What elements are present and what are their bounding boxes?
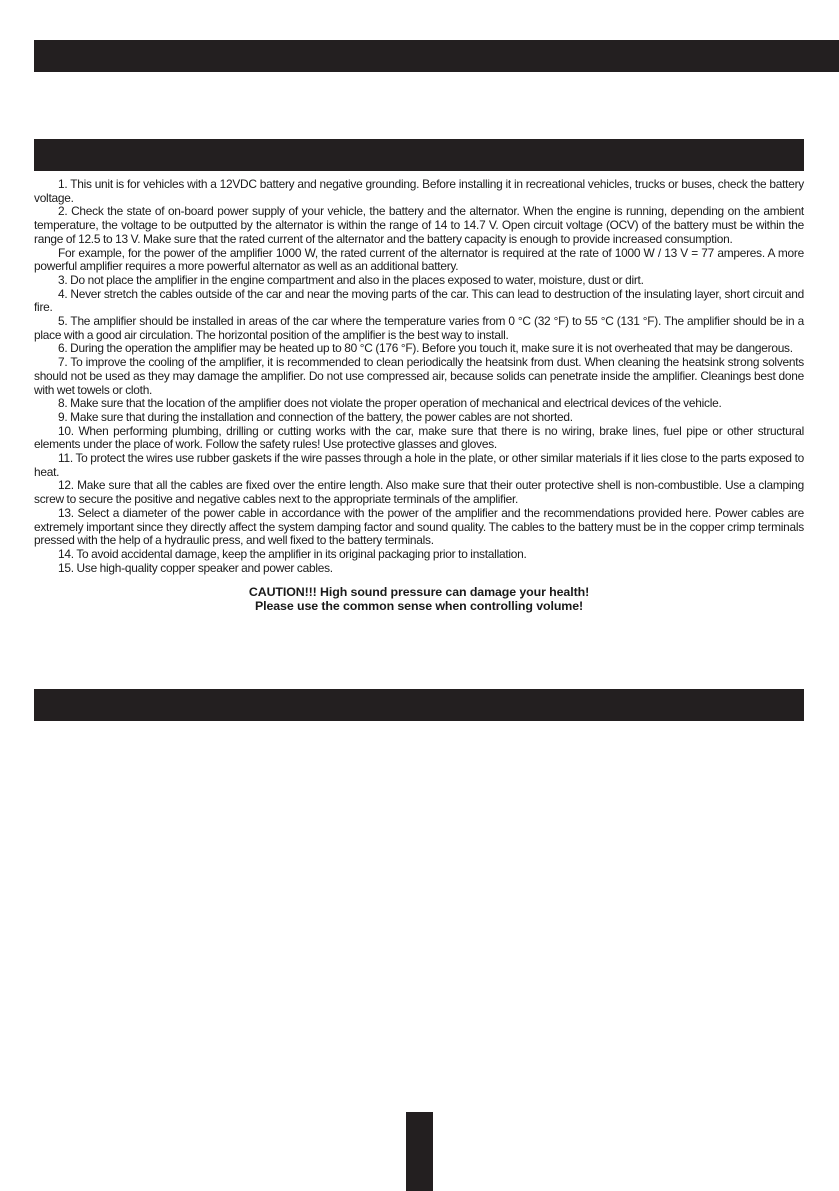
paragraph-14: 14. To avoid accidental damage, keep the amplifier in its original packaging prior to installation. xyxy=(58,546,527,561)
paragraph-13: 13. Select a diameter of the power cable in accordance with the power of the amplifier and the recommendations provided here. Power cables are extremely important since they directly affect the system damping factor and sound quality. The cables to the battery must be in the copper crimp terminals pressed with the help of a hydraulic press, and well fixed to the battery terminals. xyxy=(34,505,804,548)
paragraph-2: 2. Check the state of on-board power supply of your vehicle, the battery and the alternator. When the engine is running, depending on the ambient temperature, the voltage to be outputted by the alternator is within the range of 14 to 14.7 V. Open circuit voltage (OCV) of the battery must be within the range of 12.5 to 13 V. Make sure that the rated current of the alternator and the battery capacity is enough to provide increased consumption. xyxy=(34,204,804,246)
installation-notes xyxy=(34,178,804,613)
header-bar-top xyxy=(34,40,839,72)
paragraph-2-example: For example, for the power of the amplifier 1000 W, the rated current of the alternator is required at the rate of 1000 W / 13 V = 77 amperes. A more powerful amplifier requires a more powerful alternator as well as an additional battery. xyxy=(34,245,804,274)
paragraph-1: 1. This unit is for vehicles with a 12VDC battery and negative grounding. Before installing it in recreational vehicles, trucks or buses, check the battery voltage. xyxy=(34,177,804,205)
paragraph-5: 5. The amplifier should be installed in areas of the car where the temperature varies from 0 °C (32 °F) to 55 °C (131 °F). The amplifier should be in a place with a good air circulation. The horizontal position of the amplifier is the best way to install. xyxy=(34,314,804,342)
paragraph-8: 8. Make sure that the location of the amplifier does not violate the proper operation of mechanical and electrical devices of the vehicle. xyxy=(58,396,722,411)
paragraph-15: 15. Use high-quality copper speaker and power cables. xyxy=(58,560,333,575)
paragraph-10: 10. When performing plumbing, drilling or cutting works with the car, make sure that there is no wiring, brake lines, fuel pipe or other structural elements under the place of work. Follow the safety rules! Use protective glasses and gloves. xyxy=(34,423,804,452)
section-header-bar xyxy=(34,139,804,171)
caution-line-1: CAUTION!!! High sound pressure can damage your health! xyxy=(248,585,590,600)
paragraph-9: 9. Make sure that during the installation and connection of the battery, the power cables are not shorted. xyxy=(58,409,573,424)
paragraph-6: 6. During the operation the amplifier may be heated up to 80 °C (176 °F). Before you touch it, make sure it is not overheated that may be dangerous. xyxy=(58,341,793,356)
page-number-tab xyxy=(406,1112,433,1191)
caution-notice xyxy=(34,585,804,613)
paragraph-4: 4. Never stretch the cables outside of the car and near the moving parts of the car. This can lead to destruction of the insulating layer, short circuit and fire. xyxy=(34,286,804,315)
caution-line-2: Please use the common sense when controlling volume! xyxy=(254,599,584,614)
paragraph-11: 11. To protect the wires use rubber gaskets if the wire passes through a hole in the plate, or other similar materials if it lies close to the parts exposed to heat. xyxy=(34,451,804,479)
section-header-bar-lower xyxy=(34,689,804,721)
paragraph-7: 7. To improve the cooling of the amplifier, it is recommended to clean periodically the heatsink from dust. When cleaning the heatsink strong solvents should not be used as they may damage the amplifier. Do not use compressed air, because solids can penetrate inside the amplifier. Cleanings best done with wet towels or cloth. xyxy=(34,355,804,397)
paragraph-3: 3. Do not place the amplifier in the engine compartment and also in the places exposed to water, moisture, dust or dirt. xyxy=(58,272,644,287)
paragraph-12: 12. Make sure that all the cables are fixed over the entire length. Also make sure that their outer protective shell is non-combustible. Use a clamping screw to secure the positive and negative cables next to the appropriate terminals of the amplifier. xyxy=(34,478,804,507)
